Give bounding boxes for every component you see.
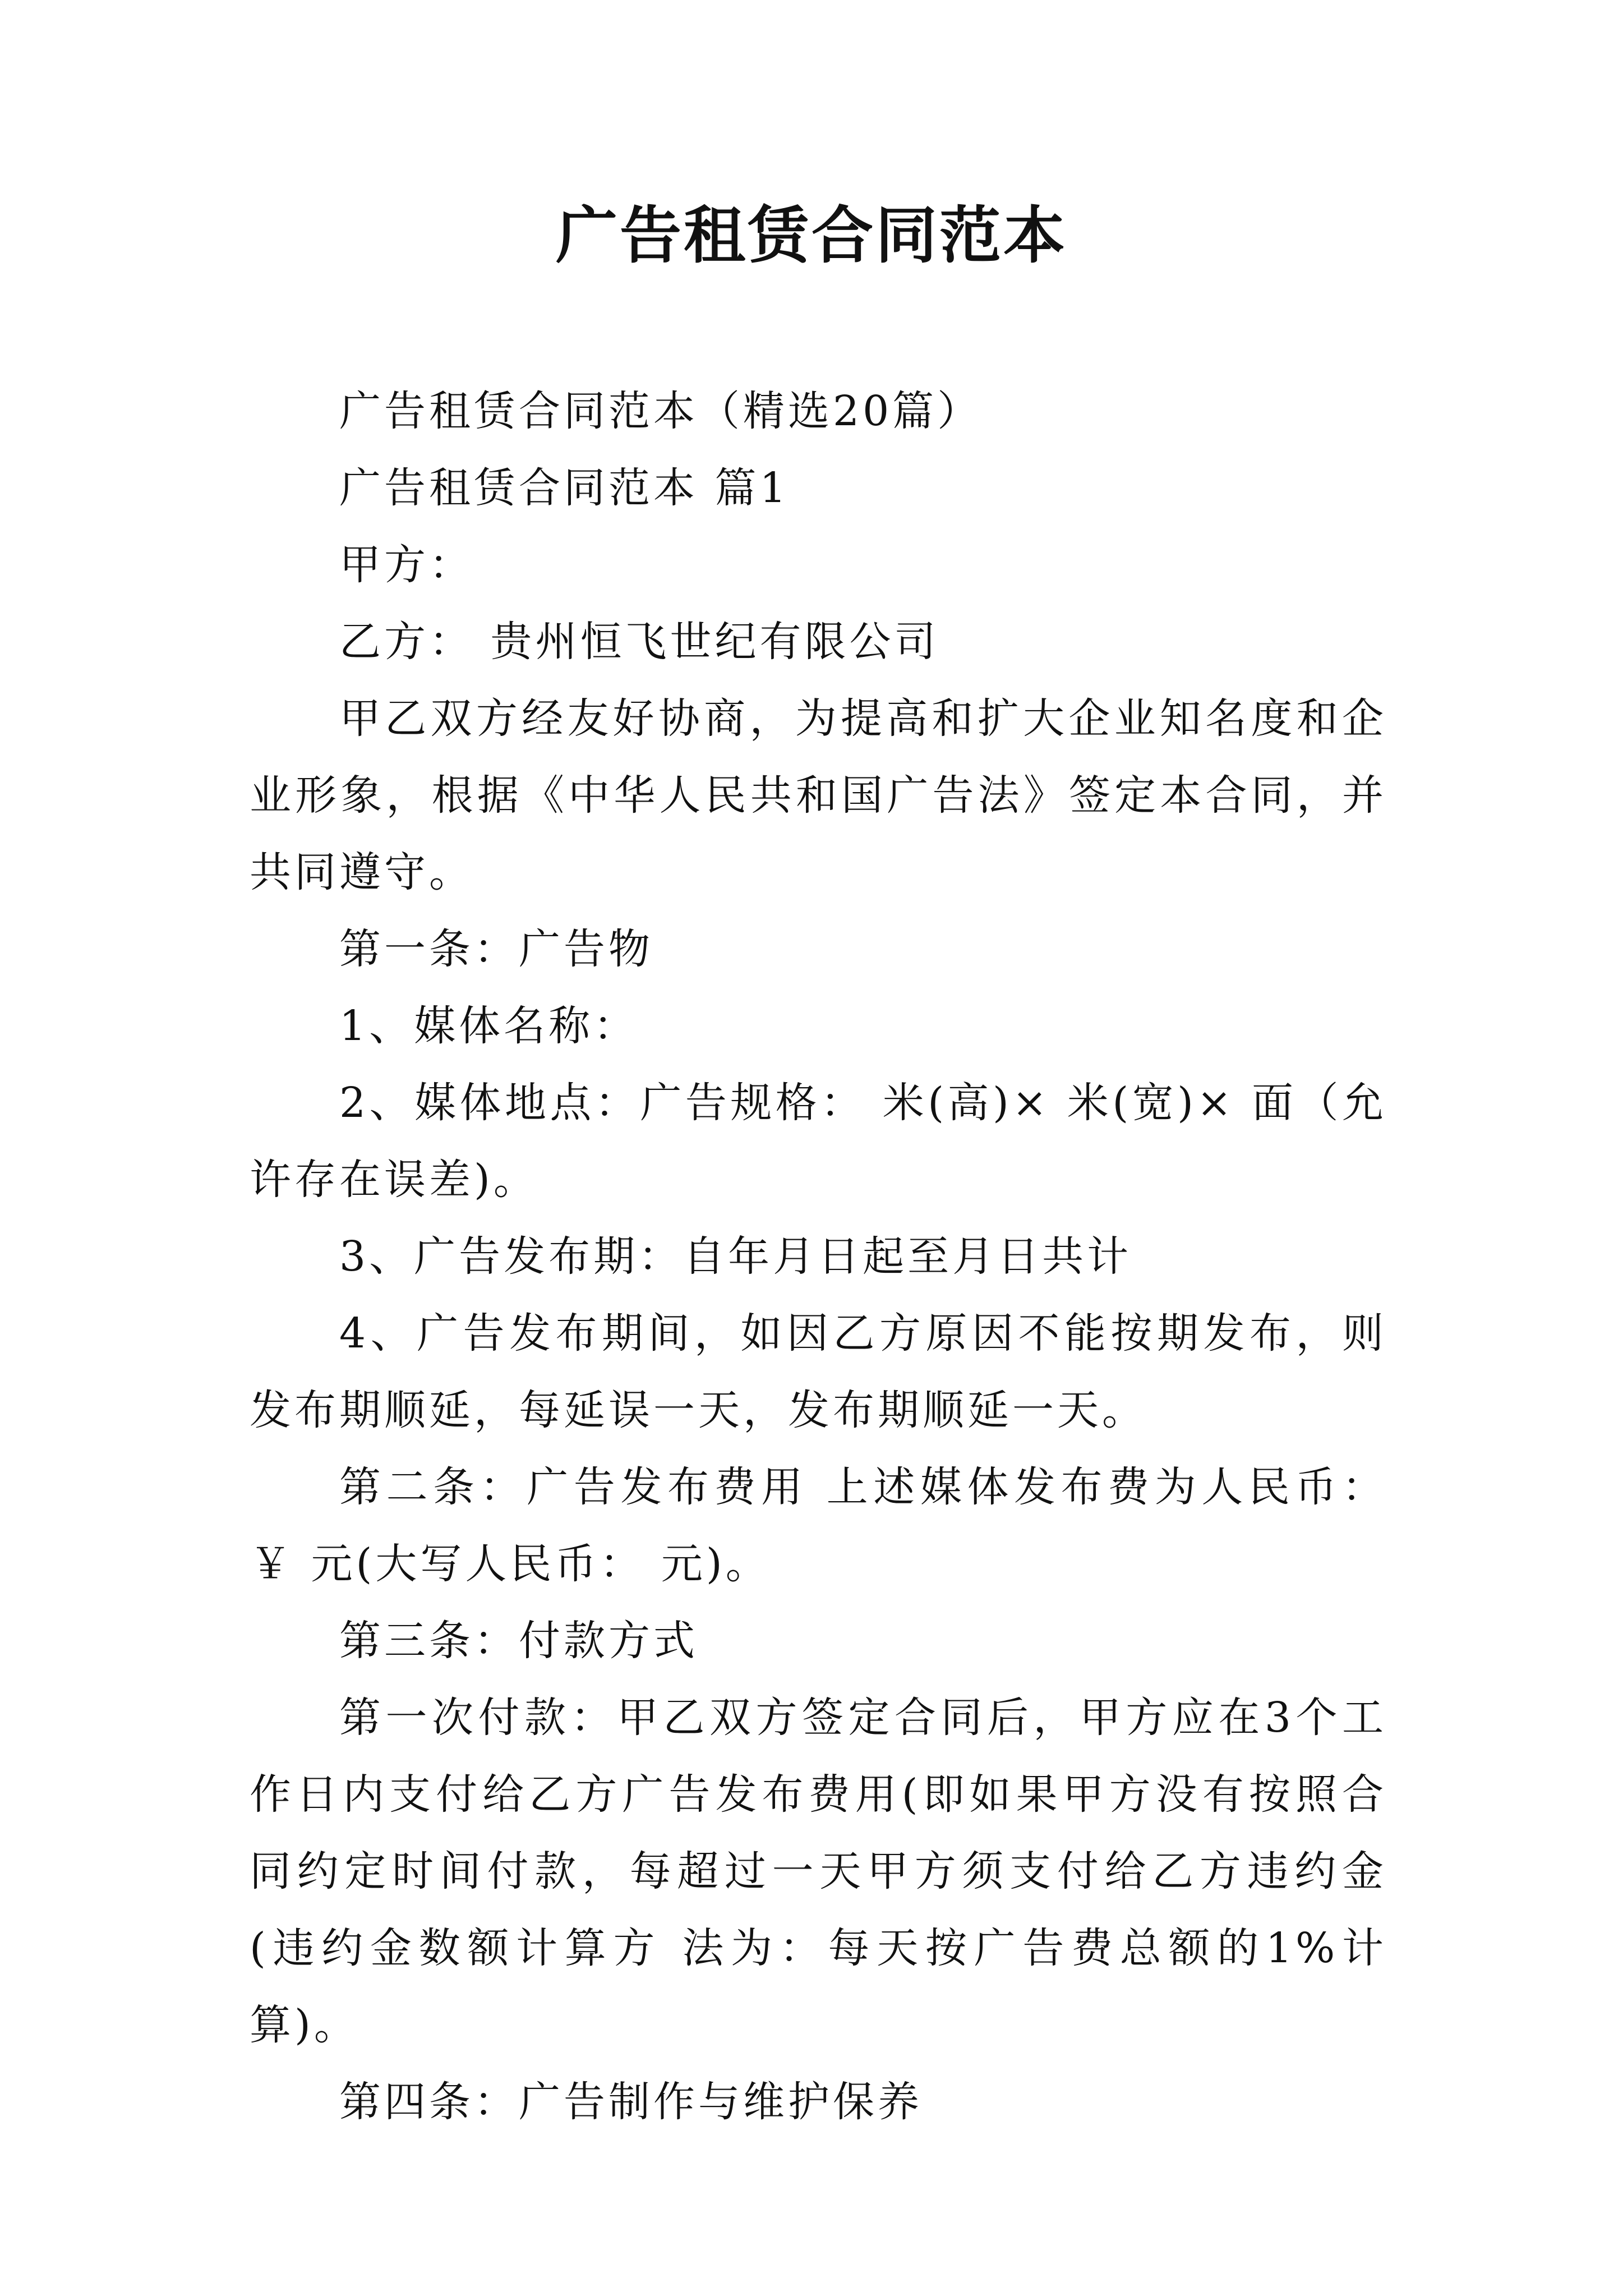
paragraph-media-location: 2、媒体地点：广告规格： 米(高)× 米(宽)× 面（允许存在误差)。 bbox=[250, 1079, 1387, 1204]
paragraph-publish-period: 3、广告发布期：自年月日起至月日共计 bbox=[339, 1232, 1132, 1281]
document-title: 广告租赁合同范本 bbox=[556, 199, 1067, 272]
document-body bbox=[250, 373, 1387, 2141]
paragraph-preamble: 甲乙双方经友好协商，为提高和扩大企业知名度和企业形象，根据《中华人民共和国广告法》签定本合同，并共同遵守。 bbox=[250, 694, 1387, 896]
paragraph-article-2: 第二条：广告发布费用 上述媒体发布费为人民币：￥ 元(大写人民币： 元)。 bbox=[250, 1463, 1387, 1588]
paragraph-first-payment: 第一次付款：甲乙双方签定合同后，甲方应在3个工作日内支付给乙方广告发布费用(即如果甲方没有按照合同约定时间付款，每超过一天甲方须支付给乙方违约金(违约金数额计算方 法为：每天按广告费总额的1%计算)。 bbox=[250, 1694, 1387, 2049]
paragraph-section-heading: 广告租赁合同范本 篇1 bbox=[339, 464, 790, 512]
paragraph-subtitle: 广告租赁合同范本（精选20篇） bbox=[339, 387, 983, 435]
paragraph-article-1: 第一条：广告物 bbox=[339, 925, 653, 973]
paragraph-media-name: 1、媒体名称： bbox=[339, 1002, 639, 1050]
paragraph-article-4: 第四条：广告制作与维护保养 bbox=[339, 2078, 923, 2126]
paragraph-party-a: 甲方： bbox=[339, 541, 474, 589]
paragraph-delay-clause: 4、广告发布期间，如因乙方原因不能按期发布，则发布期顺延，每延误一天，发布期顺延一天。 bbox=[250, 1309, 1387, 1434]
paragraph-party-b: 乙方： 贵州恒飞世纪有限公司 bbox=[339, 618, 939, 666]
paragraph-article-3: 第三条：付款方式 bbox=[339, 1617, 698, 1665]
